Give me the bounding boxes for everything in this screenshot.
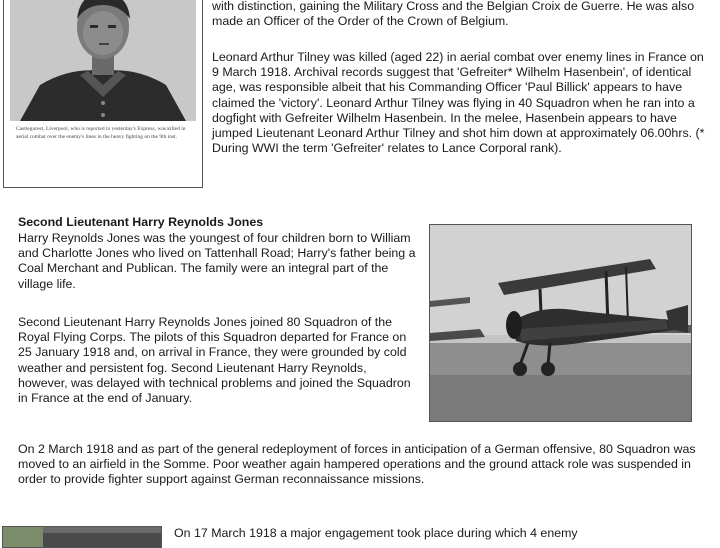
tilney-paragraph-1-tail: with distinction, gaining the Military Cross and the Belgian Croix de Guerre. He was also made an Officer of the Order of the Crown of Belgium. (212, 0, 695, 29)
jones-paragraph-3: On 2 March 1918 and as part of the general redeployment of forces in anticipation of a German offensive, 80 Squadron was moved to an airfield in the Somme. Poor weather again hampered operations and the ground attack role was suspended in order to provide fighter support against German reconnaissance missions. (18, 442, 696, 487)
jones-paragraph-4-start: On 17 March 1918 a major engagement took place during which 4 enemy (174, 526, 578, 540)
jones-paragraph-1: Harry Reynolds Jones was the youngest of four children born to William and Charlotte Jones who lived on Tattenhall Road; Harry's father being a Coal Merchant and Publican. The family were an integral part of the village life. (18, 231, 416, 291)
tilney-paragraph-2: Leonard Arthur Tilney was killed (aged 22) in aerial combat over enemy lines in France on 9 March 1918. Archival records suggest that 'Gefreiter* Wilhelm Hasenbein', of identical age, was responsible albeit that his Commanding Officer 'Paul Billick' appears to have claimed the 'victory'. Leonard Arthur Tilney was flying in 40 Squadron when he ran into a dogfight with Gefreiter Wilhelm Hasenbein. In the melee, Hasenbein appears to have jumped Lieutenant Leonard Arthur Tilney and shot him down at approximately 06.00hrs. (* During WWI the term 'Gefreiter' relates to Lance Corporal rank). (212, 50, 705, 156)
clipping-caption: Castlegurest, Liverpool, who is reported in yesterday's Express, was killed in aerial combat over the enemy's lines in the heavy fighting on the 9th inst. (16, 126, 186, 140)
newspaper-clipping-tilney (3, 0, 203, 188)
jones-heading: Second Lieutenant Harry Reynolds Jones (18, 215, 264, 229)
portrait-photo-tilney (10, 0, 196, 121)
bottom-photo (2, 526, 162, 548)
biplane-photo (429, 224, 692, 422)
jones-paragraph-2: Second Lieutenant Harry Reynolds Jones joined 80 Squadron of the Royal Flying Corps. The pilots of this Squadron departed for France on 25 January 1918 and, on arrival in France, they were grounded by cold weather and persistent fog. Second Lieutenant Harry Reynolds, however, was delayed with technical problems and joined the Squadron in France at the end of January. (18, 315, 411, 406)
